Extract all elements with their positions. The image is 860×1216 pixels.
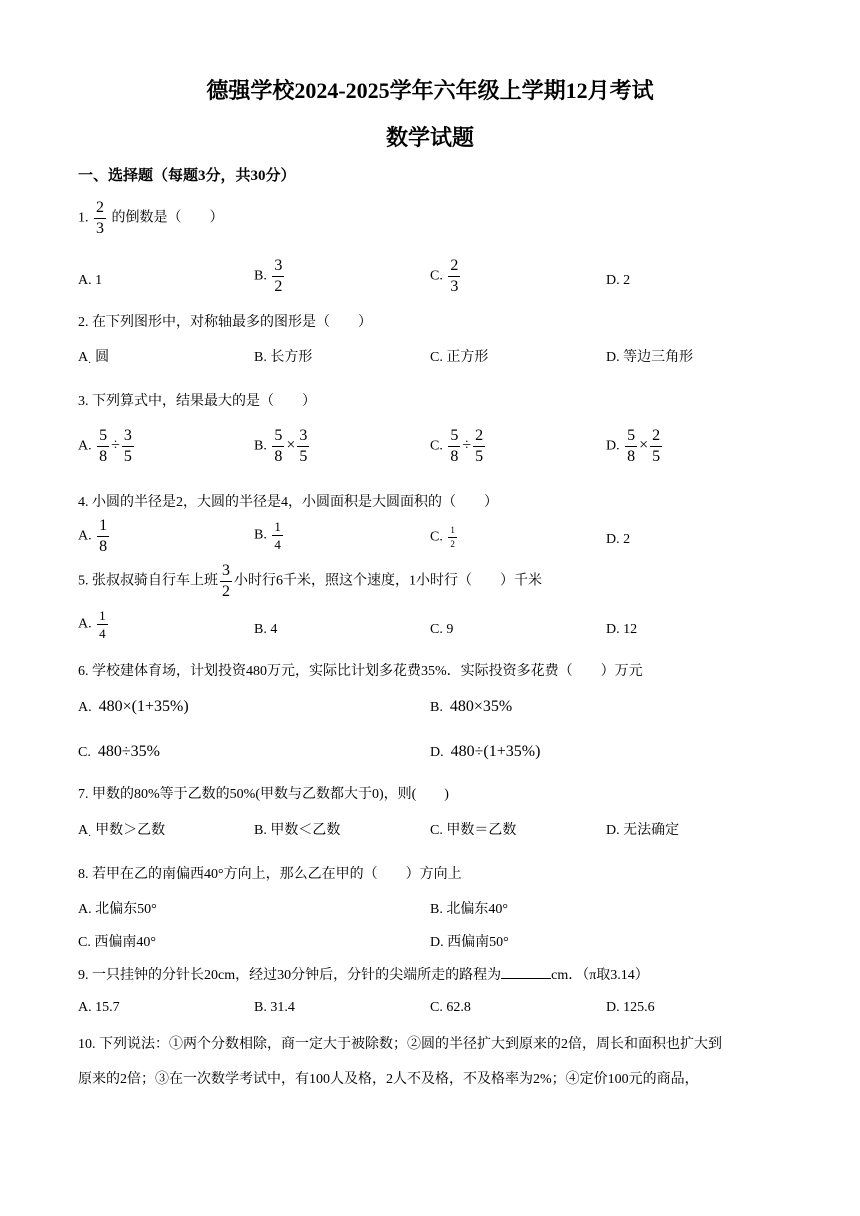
option-d: D. 480÷(1+35%) [430,743,541,760]
question-6: 6. 学校建体育场，计划投资480万元，实际比计划多花费35%．实际投资多花费（ ）万元 [78,664,643,679]
option-d: D. 西偏南50° [430,935,509,950]
fraction: $\frac{2}{3}$ [96,199,104,237]
question-7: 7. 甲数的80%等于乙数的50%(甲数与乙数都大于0)，则( ) [78,787,449,802]
option-c: C. 9 [430,622,454,637]
option-a: A. $\frac{1}{8}$ [78,517,108,555]
option-d: D. 2 [606,273,631,288]
exam-subtitle: 数学试题 [385,125,474,150]
question-8: 8. 若甲在乙的南偏西40°方向上，那么乙在甲的（ ）方向上 [78,867,462,882]
option-b: B. 长方形 [254,350,313,365]
option-c: C. 正方形 [430,350,489,365]
question-4: 4. 小圆的半径是2，大圆的半径是4，小圆面积是大圆面积的（ ） [78,495,498,510]
option-a: A. 480×(1+35%) [78,698,189,715]
question-10-line-1: 10. 下列说法：①两个分数相除，商一定大于被除数；②圆的半径扩大到原来的2倍，周长和面积也扩大到 [78,1037,722,1052]
option-a: A 甲数＞乙数 · [78,823,166,842]
question-2: 2. 在下列图形中，对称轴最多的图形是（ ） [78,315,372,330]
option-d: D. 125.6 [606,1000,655,1015]
option-c: C. 甲数＝乙数 [430,823,517,838]
option-d: D. 12 [606,622,638,637]
option-a: A 圆 · [78,350,110,369]
option-b: B. $\frac{3}{2}$ [254,257,283,295]
option-b: B. $\frac{5}{8}$ × $\frac{3}{5}$ [254,427,308,465]
question-1: 1. $\frac{2}{3}$ 的倒数是（ ） [78,199,224,237]
question-5: 5. 张叔叔骑自行车上班 $\frac{3}{2}$ 小时行6千米，照这个速度，1小时行（ ）千米 [78,562,542,600]
question-9: 9. 一只挂钟的分针长20cm，经过30分钟后，分针的尖端所走的路程为 cm．（π取3.14） [78,964,649,984]
option-b: B. 北偏东40° [430,902,508,917]
section-heading: 一、选择题（每题3分，共30分） [78,168,296,184]
option-a: A. 1 [78,273,103,288]
option-c: C. $\frac{2}{3}$ [430,257,459,295]
option-a: A. 北偏东50° [78,902,157,917]
option-b: B. 480×35% [430,698,513,715]
option-d: D. $\frac{5}{8}$ × $\frac{2}{5}$ [606,427,661,465]
question-10-line-2: 原来的2倍；③在一次数学考试中，有100人及格，2人不及格，不及格率为2%；④定价100元的商品， [78,1072,699,1087]
option-a: A. $\frac{5}{8}$ ÷ $\frac{3}{5}$ [78,427,132,465]
option-a: A. 15.7 [78,1000,120,1015]
option-c: C. 西偏南40° [78,935,156,950]
option-b: B. 4 [254,622,278,637]
option-c: C. $\frac{5}{8}$ ÷ $\frac{2}{5}$ [430,427,484,465]
question-3: 3. 下列算式中，结果最大的是（ ） [78,394,316,409]
option-d: D. 等边三角形 [606,350,694,365]
option-a: A. $\frac{1}{4}$ [78,608,106,641]
option-b: B. $\frac{1}{4}$ [254,519,281,552]
option-d: D. 2 [606,532,631,547]
option-d: D. 无法确定 [606,823,680,838]
option-c: C. 62.8 [430,1000,471,1015]
answer-blank [501,964,551,979]
option-b: B. 甲数＜乙数 [254,823,341,838]
option-b: B. 31.4 [254,1000,295,1015]
option-c: C. 480÷35% [78,743,160,760]
exam-title: 德强学校2024-2025学年六年级上学期12月考试 [206,78,654,103]
option-c: C. $\frac{1}{2}$ [430,525,455,549]
